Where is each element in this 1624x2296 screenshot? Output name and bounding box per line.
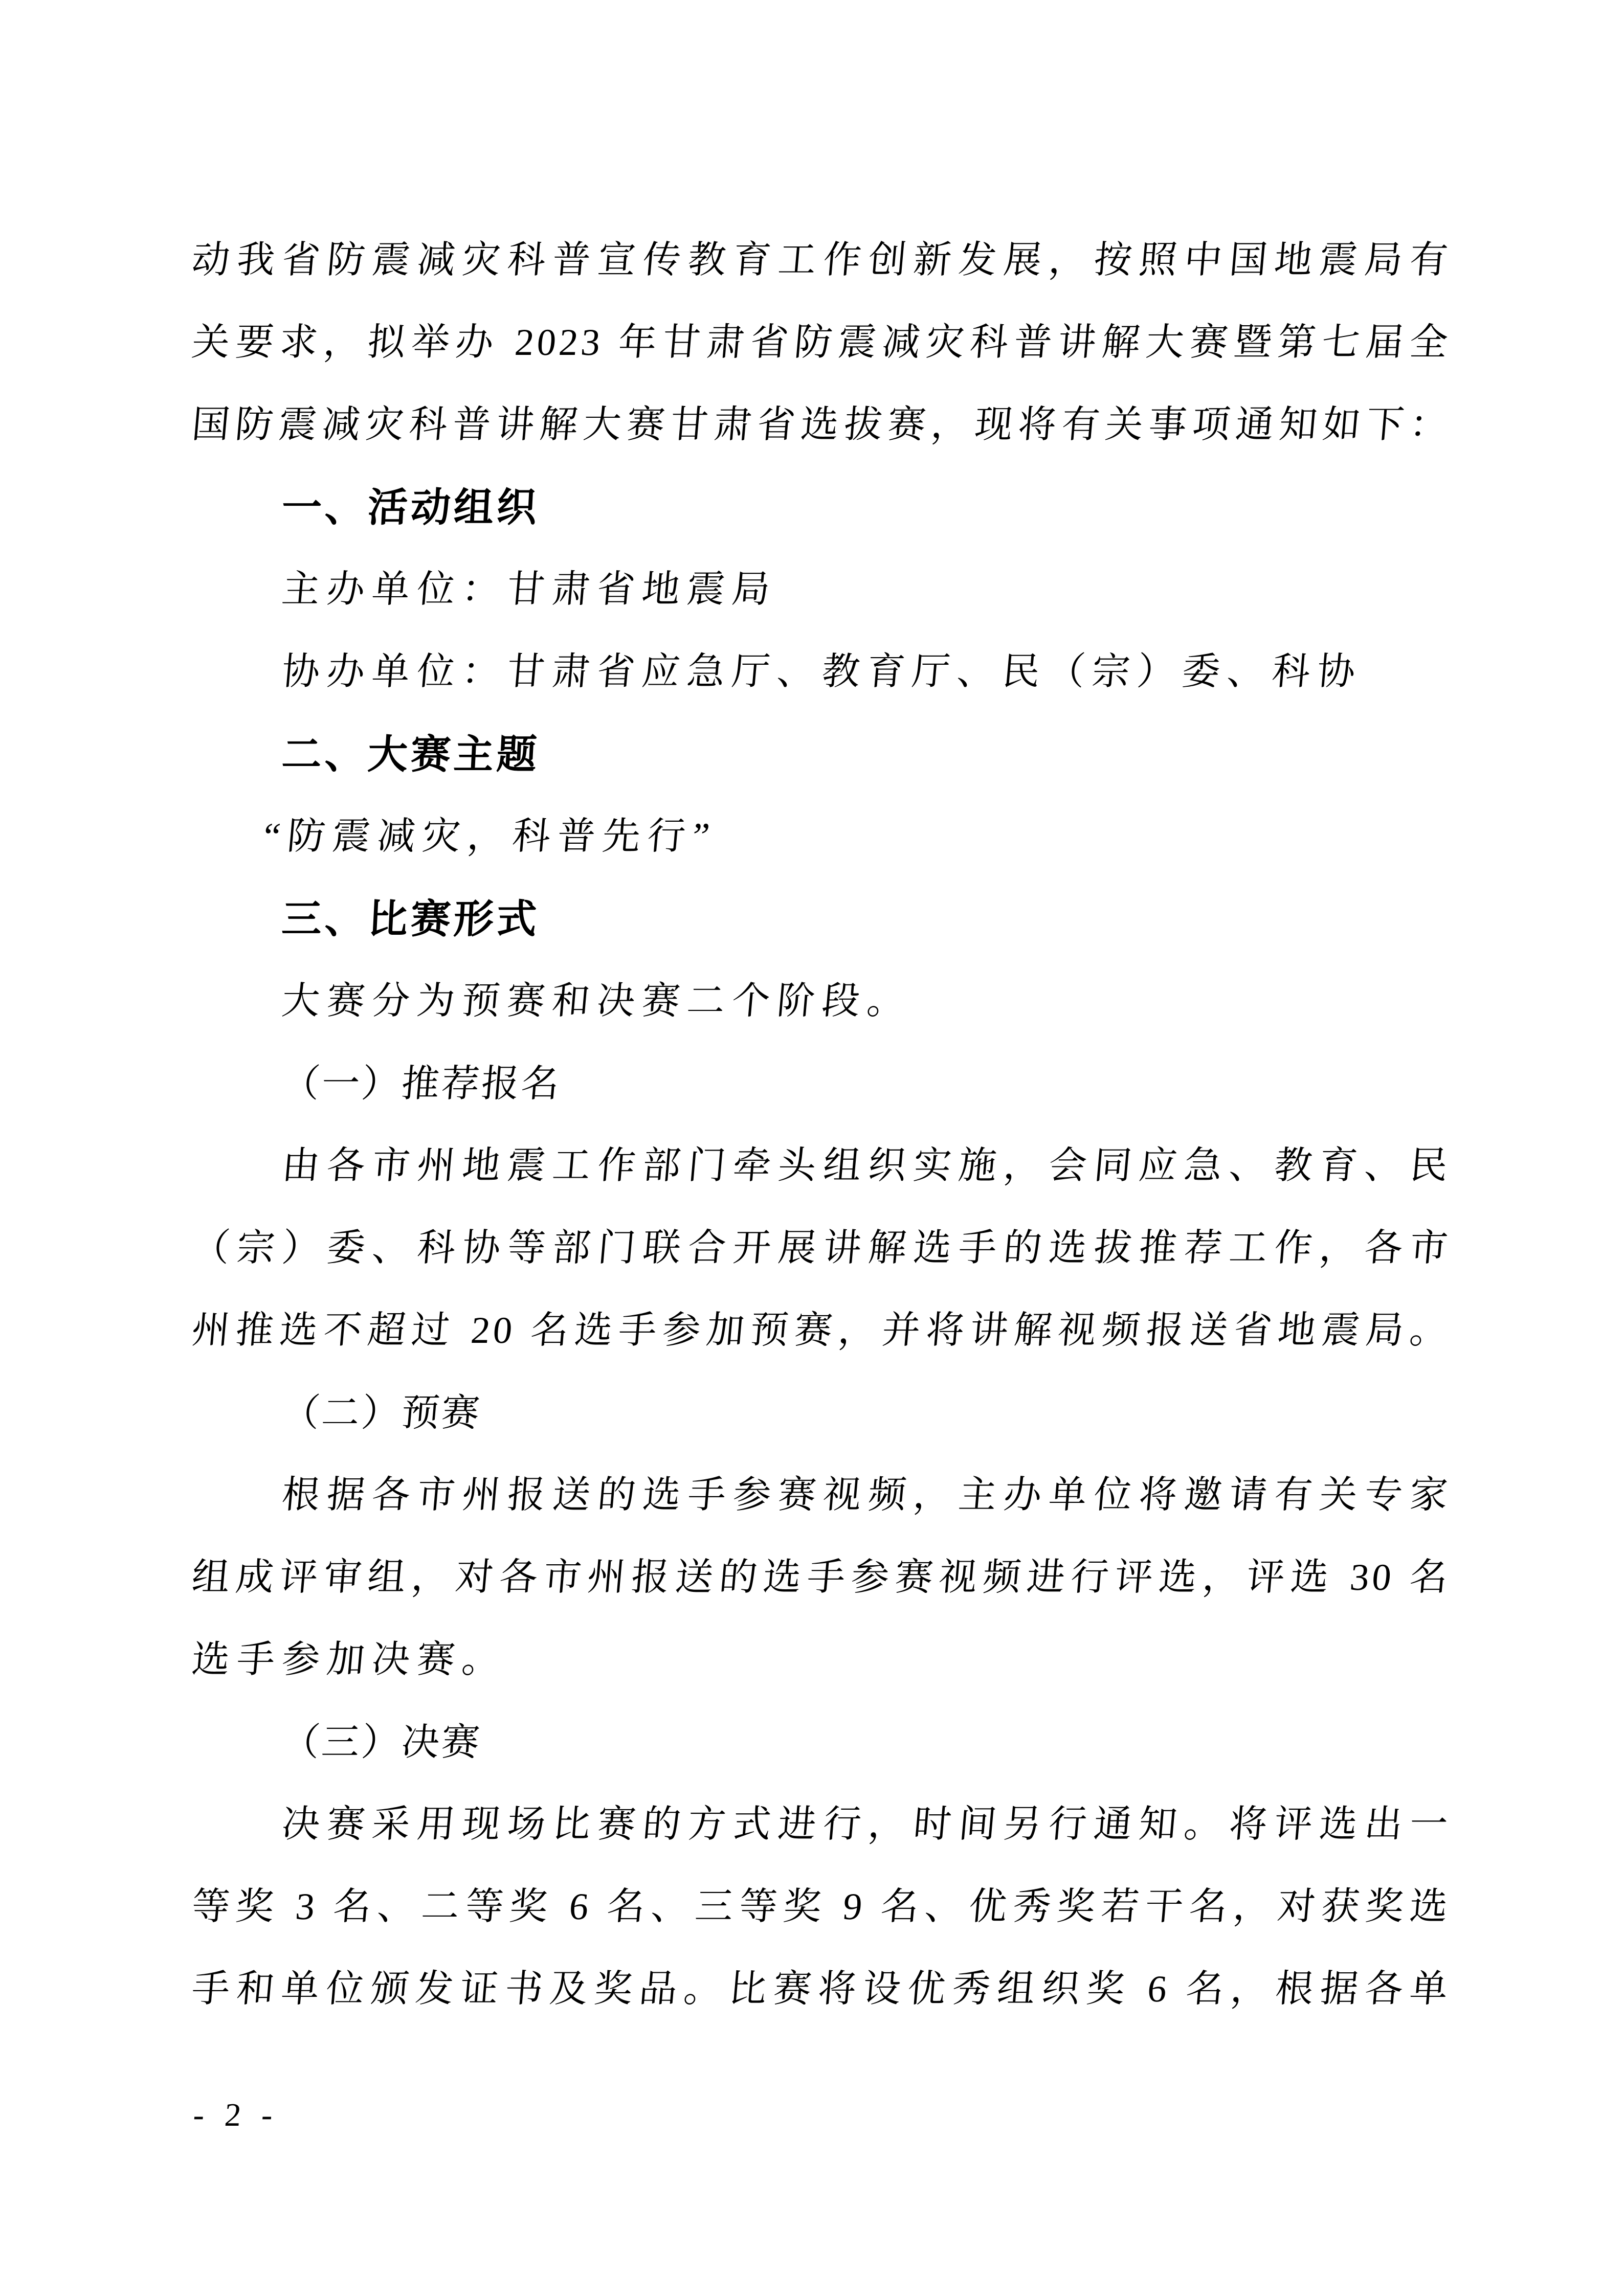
text-line: 决赛采用现场比赛的方式进行，时间另行通知。将评选出一 [280, 1804, 1453, 1845]
text-line: 大赛分为预赛和决赛二个阶段。 [280, 980, 914, 1022]
sub-heading: （一）推荐报名 [280, 1062, 563, 1106]
text-line: “防震减灾，科普先行” [261, 816, 719, 858]
text-line: 手和单位颁发证书及奖品。比赛将设优秀组织奖 6 名，根据各单 [190, 1968, 1453, 2010]
text-line: 选手参加决赛。 [190, 1639, 509, 1681]
text-line: 国防震减灾科普讲解大赛甘肃省选拔赛，现将有关事项通知如下： [190, 404, 1453, 446]
text-line: 关要求，拟举办 2023 年甘肃省防震减灾科普讲解大赛暨第七届全 [190, 322, 1453, 364]
section-heading: 一、活动组织 [280, 485, 541, 530]
text-line: 根据各市州报送的选手参赛视频，主办单位将邀请有关专家 [280, 1474, 1453, 1516]
sub-heading: （二）预赛 [280, 1391, 483, 1435]
text-line: 主办单位：甘肃省地震局 [280, 569, 779, 611]
text-line: 组成评审组，对各市州报送的选手参赛视频进行评选，评选 30 名 [190, 1557, 1453, 1599]
page-number: - 2 - [192, 2097, 280, 2133]
sub-heading: （三）决赛 [280, 1720, 483, 1764]
text-line: 动我省防震减灾科普宣传教育工作创新发展，按照中国地震局有 [190, 239, 1453, 281]
text-line: 由各市州地震工作部门牵头组织实施，会同应急、教育、民 [280, 1145, 1453, 1187]
text-line: （宗）委、科协等部门联合开展讲解选手的选拔推荐工作，各市 [190, 1227, 1453, 1269]
text-line: 协办单位：甘肃省应急厅、教育厅、民（宗）委、科协 [280, 651, 1364, 693]
text-line: 等奖 3 名、二等奖 6 名、三等奖 9 名、优秀奖若干名，对获奖选 [190, 1886, 1453, 1928]
document-body [192, 219, 1451, 2031]
section-heading: 二、大赛主题 [280, 732, 541, 777]
section-heading: 三、比赛形式 [280, 896, 541, 941]
text-line: 州推选不超过 20 名选手参加预赛，并将讲解视频报送省地震局。 [190, 1310, 1453, 1352]
